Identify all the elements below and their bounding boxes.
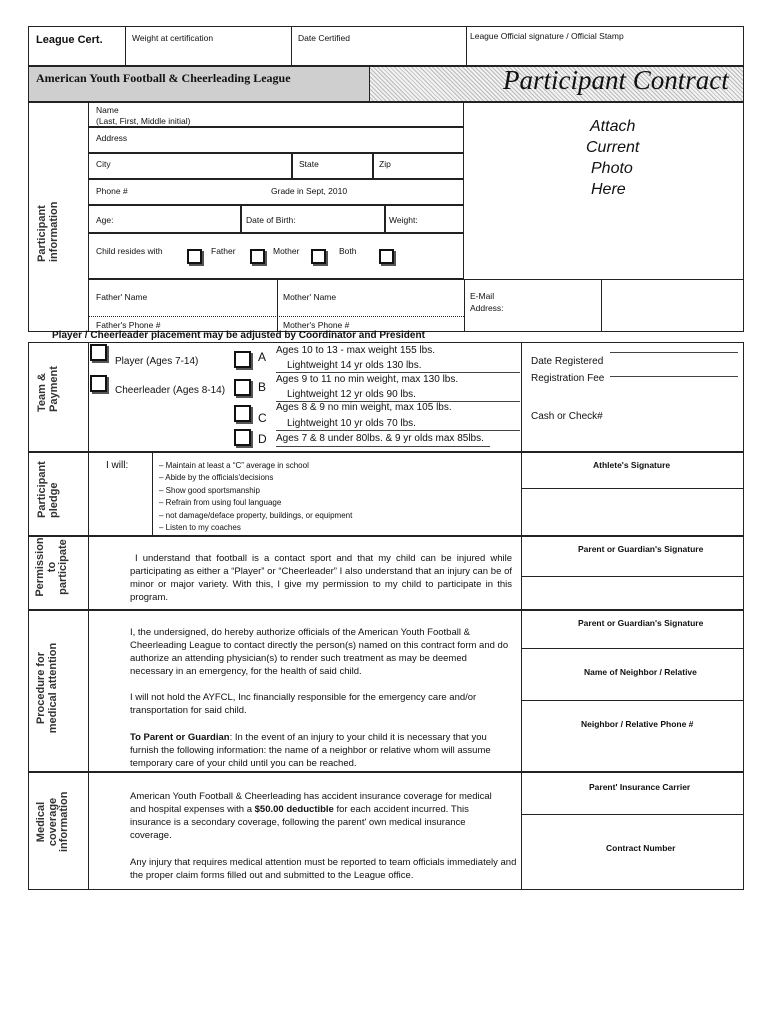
header-grid	[28, 26, 744, 66]
pledge-item-2: – Abide by the officials'decisions	[159, 473, 274, 482]
medical-para-3	[130, 731, 516, 770]
i-will-label: I will:	[106, 460, 129, 471]
player-label: Player (Ages 7-14)	[115, 356, 199, 367]
division-d-letter: D	[258, 432, 267, 446]
pledge-item-6: – Listen to my coaches	[159, 523, 241, 532]
pledge-item-4: – Refrain from using foul language	[159, 498, 282, 507]
neighbor-phone-field[interactable]: Neighbor / Relative Phone #	[581, 719, 694, 729]
medical-para-1: I, the undersigned, do hereby authorize officials of the American Youth Football & Cheerleading League to contact directly the person(s) named on this contract form and do authorize an attending physician(s) to render such treatment as may be deemed necessary in an emergency, for the health of said child.	[130, 627, 509, 678]
medical-signature-field[interactable]: Parent or Guardian's Signature	[578, 618, 704, 628]
father-name-field[interactable]: Father' Name	[96, 292, 148, 302]
division-d-line1: Ages 7 & 8 under 80lbs. & 9 yr olds max 85lbs.	[276, 433, 484, 444]
division-a-letter: A	[258, 350, 267, 364]
both-checkbox[interactable]	[311, 249, 326, 264]
mother-phone-field[interactable]: Mother's Phone #	[283, 320, 350, 330]
team-section-label: Team & Payment	[36, 366, 60, 412]
cash-check-field[interactable]: Cash or Check#	[531, 411, 603, 422]
pledge-item-1: – Maintain at least a “C” average in school	[159, 461, 309, 470]
photo-line-4: Here	[591, 181, 626, 198]
to-parent-label: To Parent or Guardian	[130, 732, 230, 743]
division-c-line1: Ages 8 & 9 no min weight, max 105 lbs.	[276, 402, 452, 413]
coverage-para-1: American Youth Football & Cheerleading has accident insurance coverage for medical and hospital expenses with a $50.00 deductible for each accident incurred. This insurance is a secondary coverage, following the parent' own medical insurance coverage.	[130, 791, 492, 842]
weight-cert-field[interactable]: Weight at certification	[132, 33, 214, 43]
grade-field: Grade in Sept, 2010	[271, 186, 348, 196]
cheer-checkbox[interactable]	[90, 375, 107, 392]
permission-signature-field[interactable]: Parent or Guardian's Signature	[578, 544, 704, 554]
name-label: Name	[96, 105, 119, 115]
division-b-letter: B	[258, 380, 267, 394]
player-checkbox[interactable]	[90, 344, 107, 361]
athlete-signature-field[interactable]: Athlete's Signature	[593, 460, 671, 470]
participant-section-label: Participant information	[36, 201, 60, 262]
photo-line-2: Current	[586, 139, 640, 156]
division-b-line2: Lightweight 12 yr olds 90 lbs.	[287, 389, 416, 400]
division-b-checkbox[interactable]	[234, 379, 251, 396]
resides-label: Child resides with	[96, 246, 163, 256]
coverage-para-2: Any injury that requires medical attention must be reported to team officials immediately and the proper claim forms filled out and submitted to the League office.	[130, 857, 517, 882]
other-checkbox[interactable]	[379, 249, 394, 264]
cheer-label: Cheerleader (Ages 8-14)	[115, 385, 226, 396]
contract-title: Participant Contract	[503, 65, 729, 95]
address-field[interactable]	[88, 127, 464, 153]
permission-text: I understand that football is a contact sport and that my child can be injured while participating as either a “Player” or “Cheerleader” I also understand that an injury can be of minor or major variety. With this, I give my permission to my child to participate in this program.	[130, 553, 512, 604]
permission-section-label: Permission to participate	[34, 537, 70, 597]
division-d-checkbox[interactable]	[234, 429, 251, 446]
neighbor-name-field[interactable]: Name of Neighbor / Relative	[584, 667, 697, 677]
photo-line-3: Photo	[591, 160, 633, 177]
deductible-amount: $50.00 deductible	[254, 804, 334, 816]
league-name: American Youth Football & Cheerleading League	[36, 71, 291, 85]
registration-fee-field[interactable]: Registration Fee	[531, 373, 605, 384]
division-c-letter: C	[258, 411, 267, 425]
division-b-line1: Ages 9 to 11 no min weight, max 130 lbs.	[276, 374, 459, 385]
city-field[interactable]	[88, 153, 292, 179]
mother-checkbox[interactable]	[250, 249, 265, 264]
father-checkbox[interactable]	[187, 249, 202, 264]
official-signature-field[interactable]: League Official signature / Official Stamp	[470, 31, 624, 41]
league-cert-label: League Cert.	[36, 34, 103, 46]
division-a-line1: Ages 10 to 13 - max weight 155 lbs.	[276, 345, 435, 356]
division-a-line2: Lightweight 14 yr olds 130 lbs.	[287, 360, 422, 371]
date-certified-field[interactable]: Date Certified	[298, 33, 350, 43]
division-c-checkbox[interactable]	[234, 405, 251, 422]
email-field[interactable]: E-Mail	[470, 291, 495, 301]
placement-note: Player / Cheerleader placement may be adjusted by Coordinator and President	[52, 330, 425, 341]
father-phone-field[interactable]: Father's Phone #	[96, 320, 161, 330]
pledge-section-label: Participant pledge	[36, 461, 60, 518]
medical-para-3-text: : In the event of an injury to your child it is necessary that you furnish the following information: the name of a neighbor or relative whom will assume temporary care of your child until you can be reached.	[130, 732, 491, 770]
insurance-carrier-field[interactable]: Parent' Insurance Carrier	[589, 782, 691, 792]
division-c-line2: Lightweight 10 yr olds 70 lbs.	[287, 418, 416, 429]
mother-name-field[interactable]: Mother' Name	[283, 292, 337, 302]
photo-line-1: Attach	[590, 118, 636, 135]
pledge-item-5: – not damage/deface property, buildings, or equipment	[159, 511, 353, 520]
medical-section-label: Procedure for medical attention	[35, 642, 59, 734]
medical-para-2: I will not hold the AYFCL, Inc financially responsible for the emergency care and/or transportation for said child.	[130, 692, 477, 717]
division-a-checkbox[interactable]	[234, 351, 251, 368]
name-hint: (Last, First, Middle initial)	[96, 116, 191, 126]
coverage-section-label: Medical coverage information	[35, 791, 71, 852]
contract-number-field[interactable]: Contract Number	[606, 843, 676, 853]
pledge-item-3: – Show good sportsmanship	[159, 486, 260, 495]
date-registered-field[interactable]: Date Registered	[531, 356, 604, 367]
